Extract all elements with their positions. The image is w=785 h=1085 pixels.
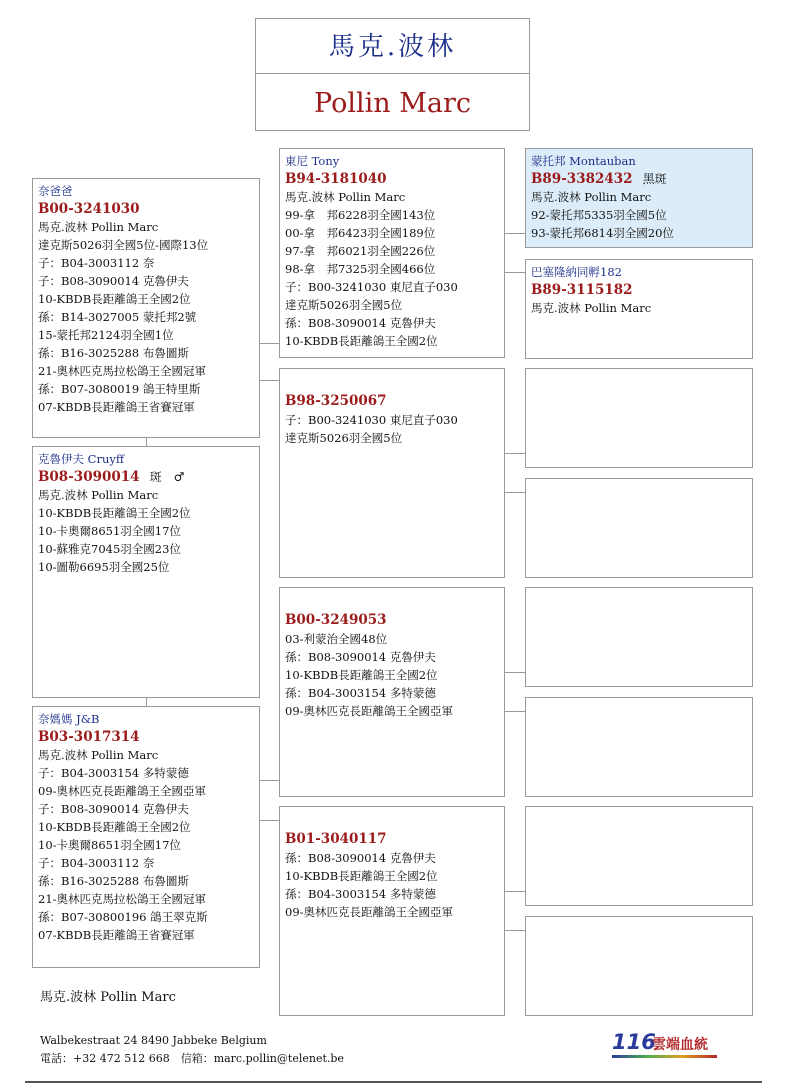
grandsire-ring-number: B94-3181040	[285, 171, 387, 187]
title-chinese: 馬克.波林	[256, 19, 529, 74]
logo-underline	[612, 1055, 717, 1058]
pedigree-line: 孫：B04-3003154 多特蒙德	[285, 686, 436, 700]
pedigree-line: 孫：B08-3090014 克魯伊夫	[285, 316, 436, 330]
dam-header: 奈媽媽 J&B	[38, 712, 100, 726]
granddam-sire-side-ring	[285, 391, 499, 411]
pedigree-line: 孫：B04-3003154 多特蒙德	[285, 887, 436, 901]
pedigree-line: 子：B00-3241030 東尼直子030	[285, 280, 458, 294]
pedigree-line: 孫：B08-3090014 克魯伊夫	[285, 650, 436, 664]
connector-line	[505, 233, 525, 234]
connector-line	[260, 380, 279, 381]
pedigree-line: 03-利蒙治全國48位	[285, 632, 388, 646]
sire-box	[32, 178, 260, 438]
grandsire-dam-side-ring-number: B00-3249053	[285, 612, 387, 628]
pedigree-line: 孫：B14-3027005 蒙托邦2號	[38, 310, 197, 324]
logo-text: 雲端血統	[652, 1037, 708, 1053]
pedigree-line: 21-奧林匹克馬拉松鴿王全國冠軍	[38, 364, 207, 378]
sire-header: 奈爸爸	[38, 184, 73, 198]
great-granddam-box	[525, 259, 753, 359]
pedigree-line: 孫：B16-3025288 布魯圖斯	[38, 874, 189, 888]
pedigree-line: 10-KBDB長距離鴿王全國2位	[285, 869, 438, 883]
pedigree-line: 93-蒙托邦6814羽全國20位	[531, 226, 674, 240]
pedigree-line: 10-KBDB長距離鴿王全國2位	[38, 292, 191, 306]
grandsire-owner: 馬克.波林 Pollin Marc	[285, 190, 406, 204]
pedigree-line: 10-KBDB長距離鴿王全國2位	[285, 334, 438, 348]
great-grandsire-ring-number: B89-3382432	[531, 171, 633, 187]
subject-ring	[38, 467, 254, 487]
pedigree-line: 子：B00-3241030 東尼直子030	[285, 413, 458, 427]
sire-ring	[38, 199, 254, 219]
grandsire-dam-side-lines	[285, 630, 499, 720]
connector-line	[260, 343, 279, 344]
pedigree-line: 15-蒙托邦2124羽全國1位	[38, 328, 174, 342]
empty-ancestor-box	[525, 697, 753, 797]
pedigree-line: 孫：B07-3080019 鴿王特里斯	[38, 382, 201, 396]
cloud-pedigree-logo	[612, 1030, 722, 1058]
connector-line	[505, 711, 525, 712]
pedigree-line: 09-奧林匹克長距離鴿王全國亞軍	[285, 905, 454, 919]
footer-contact: 電話：+32 472 512 668 信箱：marc.pollin@telenet.be	[40, 1052, 344, 1065]
pedigree-line: 10-KBDB長距離鴿王全國2位	[285, 668, 438, 682]
sire-owner: 馬克.波林 Pollin Marc	[38, 220, 159, 234]
grandsire-ring	[285, 169, 499, 189]
pedigree-line: 子：B04-3003112 奈	[38, 856, 155, 870]
logo-number: 116	[612, 1030, 656, 1054]
empty-ancestor-box	[525, 916, 753, 1016]
grandsire-box	[279, 148, 505, 358]
empty-ancestor-box	[525, 368, 753, 468]
footer-address: Walbekestraat 24 8490 Jabbeke Belgium	[40, 1034, 267, 1047]
pedigree-line: 子：B08-3090014 克魯伊夫	[38, 802, 189, 816]
great-granddam-ring	[531, 280, 747, 300]
great-grandsire-lines	[531, 206, 747, 242]
pedigree-line: 孫：B07-30800196 鴿王翠克斯	[38, 910, 208, 924]
pedigree-line: 07-KBDB長距離鴿王省賽冠軍	[38, 928, 195, 942]
dam-ring	[38, 727, 254, 747]
pedigree-line: 98-拿 邦7325羽全國466位	[285, 262, 436, 276]
great-grandsire-color: 黑斑	[642, 172, 667, 186]
pedigree-line: 子：B08-3090014 克魯伊夫	[38, 274, 189, 288]
great-granddam-ring-number: B89-3115182	[531, 282, 633, 298]
footer-rule	[25, 1081, 762, 1083]
empty-ancestor-box	[525, 478, 753, 578]
empty-ancestor-box	[525, 806, 753, 906]
title-english: Pollin Marc	[314, 88, 471, 119]
sire-ring-number: B00-3241030	[38, 201, 140, 217]
connector-line	[505, 891, 525, 892]
dam-ring-number: B03-3017314	[38, 729, 140, 745]
footer-owner: 馬克.波林 Pollin Marc	[40, 990, 176, 1005]
connector-line	[505, 492, 525, 493]
pedigree-line: 子：B04-3003112 奈	[38, 256, 155, 270]
dam-box	[32, 706, 260, 968]
great-grandsire-header: 蒙托邦 Montauban	[531, 154, 636, 168]
great-grandsire-ring	[531, 169, 747, 189]
granddam-sire-side-box	[279, 368, 505, 578]
subject-box	[32, 446, 260, 698]
pedigree-line: 10-KBDB長距離鴿王全國2位	[38, 506, 191, 520]
pedigree-line: 孫：B08-3090014 克魯伊夫	[285, 851, 436, 865]
connector-line	[260, 820, 279, 821]
connector-line	[505, 930, 525, 931]
grandsire-header: 東尼 Tony	[285, 154, 340, 168]
pedigree-line: 10-KBDB長距離鴿王全國2位	[38, 820, 191, 834]
great-granddam-owner: 馬克.波林 Pollin Marc	[531, 301, 652, 315]
granddam-sire-side-lines	[285, 411, 499, 447]
grandsire-dam-side-ring	[285, 610, 499, 630]
title-box	[255, 18, 530, 131]
dam-lines	[38, 764, 254, 944]
subject-owner: 馬克.波林 Pollin Marc	[38, 488, 159, 502]
granddam-dam-side-box	[279, 806, 505, 1016]
great-grandsire-box	[525, 148, 753, 248]
great-granddam-header: 巴塞隆納同孵182	[531, 265, 622, 279]
subject-ring-number: B08-3090014	[38, 469, 140, 485]
pedigree-line: 00-拿 邦6423羽全國189位	[285, 226, 436, 240]
pedigree-line: 09-奧林匹克長距離鴿王全國亞軍	[38, 784, 207, 798]
granddam-dam-side-ring-number: B01-3040117	[285, 831, 387, 847]
connector-line	[146, 438, 147, 446]
empty-ancestor-box	[525, 587, 753, 687]
pedigree-line: 97-拿 邦6021羽全國226位	[285, 244, 436, 258]
connector-line	[146, 698, 147, 706]
footer-address-block	[40, 1032, 344, 1068]
pedigree-line: 10-卡奧爾8651羽全國17位	[38, 838, 181, 852]
pedigree-line: 07-KBDB長距離鴿王省賽冠軍	[38, 400, 195, 414]
subject-lines	[38, 504, 254, 576]
pedigree-line: 21-奧林匹克馬拉松鴿王全國冠軍	[38, 892, 207, 906]
subject-header: 克魯伊夫 Cruyff	[38, 452, 125, 466]
connector-line	[505, 272, 525, 273]
sire-lines	[38, 236, 254, 416]
granddam-dam-side-lines	[285, 849, 499, 921]
pedigree-line: 達克斯5026羽全國5位	[285, 431, 403, 445]
great-grandsire-owner: 馬克.波林 Pollin Marc	[531, 190, 652, 204]
pedigree-line: 孫：B16-3025288 布魯圖斯	[38, 346, 189, 360]
subject-color-sex: 斑 ♂	[149, 470, 185, 484]
granddam-dam-side-ring	[285, 829, 499, 849]
pedigree-line: 92-蒙托邦5335羽全國5位	[531, 208, 667, 222]
pedigree-line: 子：B04-3003154 多特蒙德	[38, 766, 189, 780]
dam-owner: 馬克.波林 Pollin Marc	[38, 748, 159, 762]
connector-line	[505, 453, 525, 454]
pedigree-line: 99-拿 邦6228羽全國143位	[285, 208, 436, 222]
grandsire-lines	[285, 206, 499, 350]
connector-line	[260, 780, 279, 781]
pedigree-line: 10-卡奧爾8651羽全國17位	[38, 524, 181, 538]
pedigree-line: 達克斯5026羽全國5位	[285, 298, 403, 312]
pedigree-line: 達克斯5026羽全國5位-國際13位	[38, 238, 209, 252]
pedigree-line: 09-奧林匹克長距離鴿王全國亞軍	[285, 704, 454, 718]
pedigree-line: 10-蘇雅克7045羽全國23位	[38, 542, 181, 556]
connector-line	[505, 672, 525, 673]
granddam-sire-side-ring-number: B98-3250067	[285, 393, 387, 409]
pedigree-line: 10-圖勒6695羽全國25位	[38, 560, 170, 574]
grandsire-dam-side-box	[279, 587, 505, 797]
